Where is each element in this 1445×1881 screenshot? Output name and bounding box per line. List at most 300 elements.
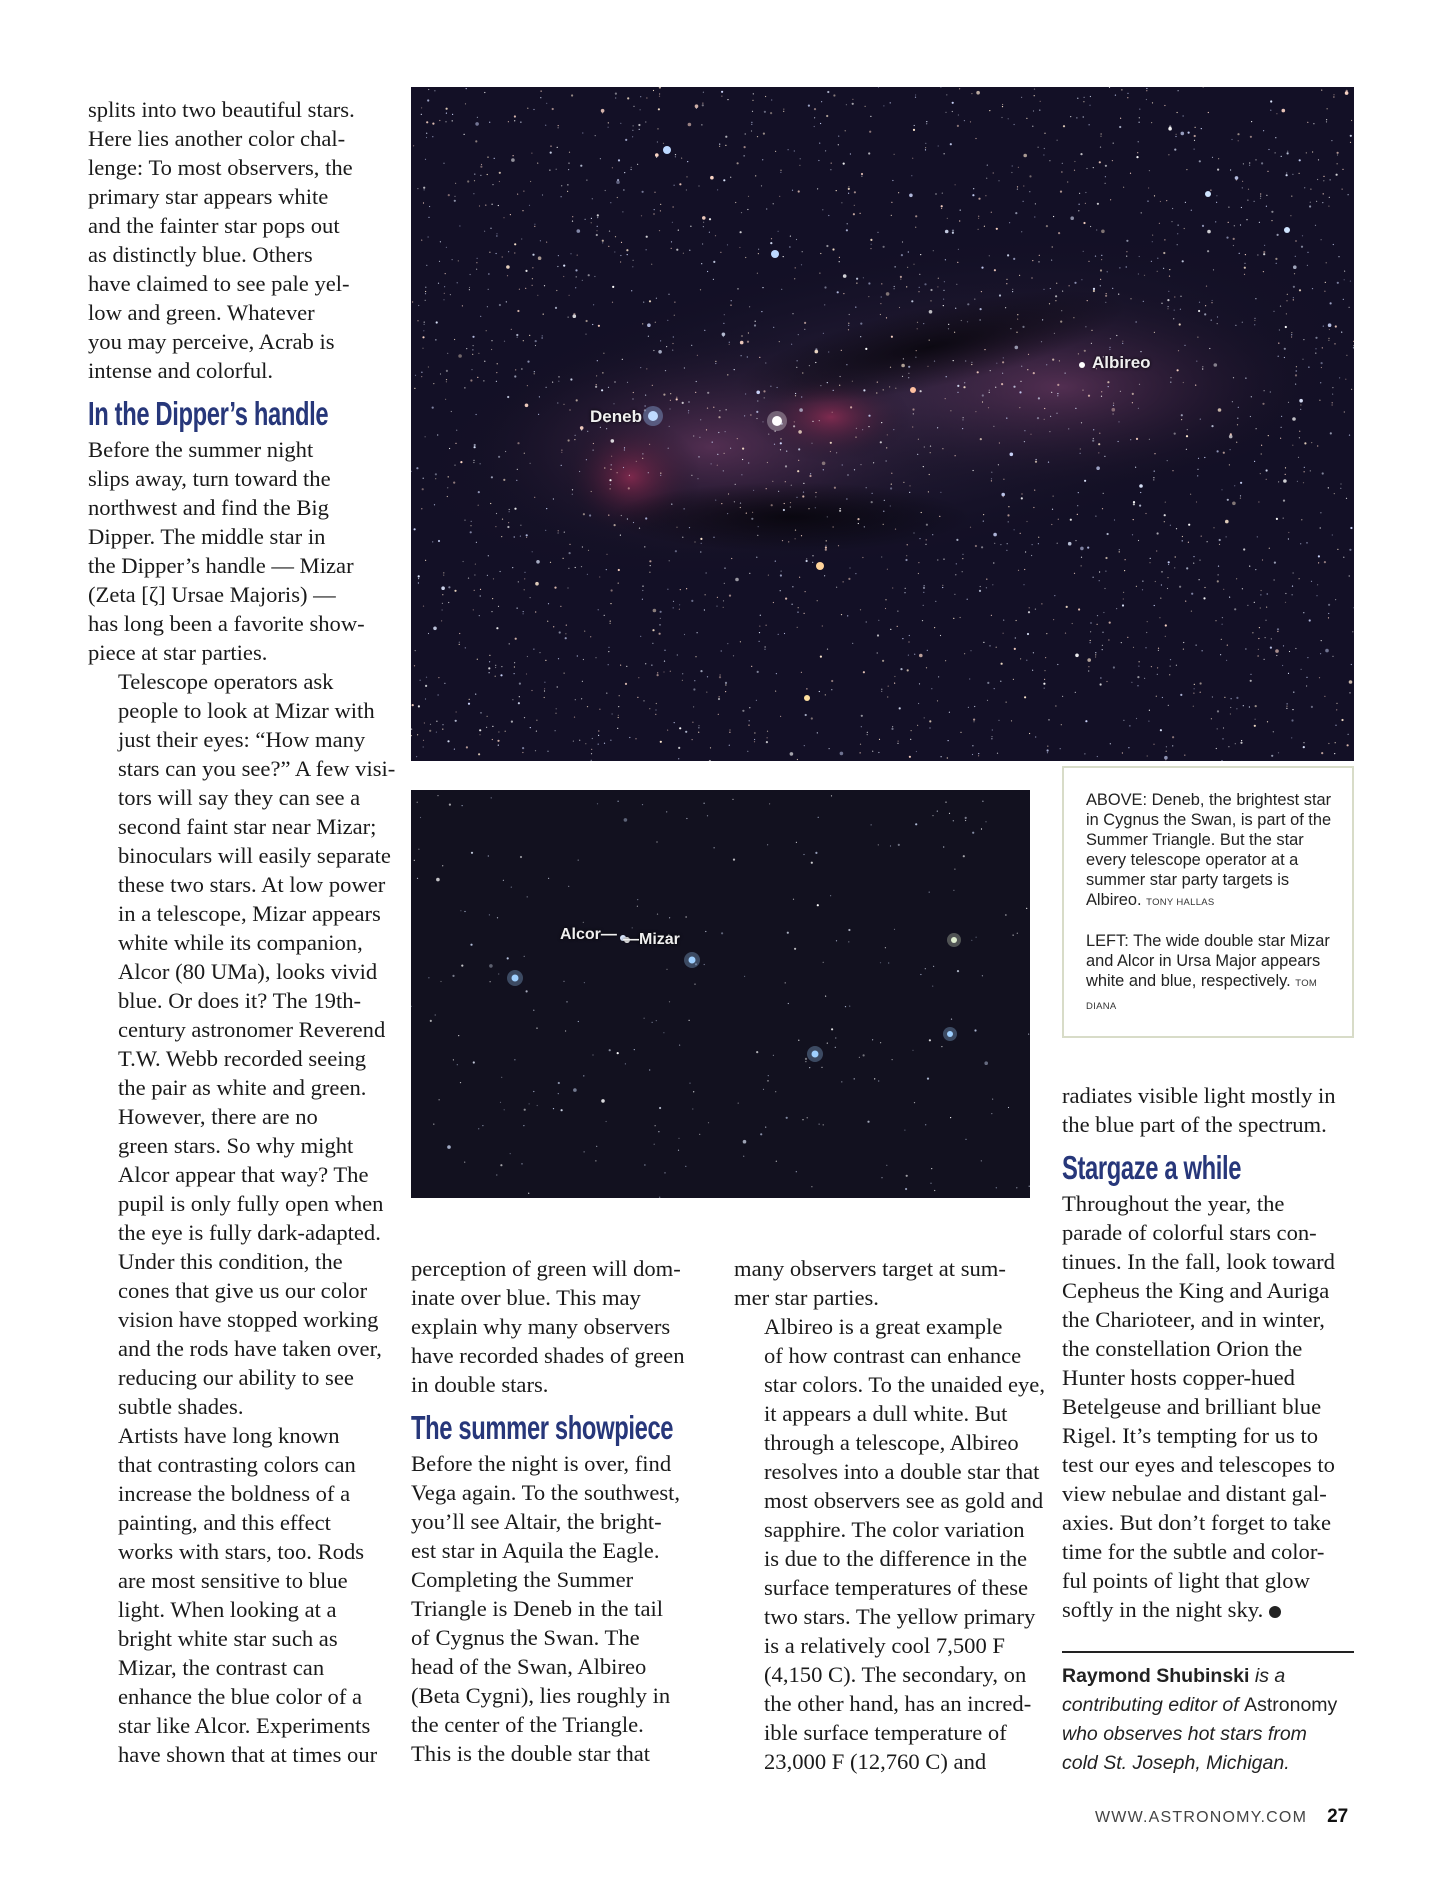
- star-dot: [848, 941, 849, 942]
- star-dot: [809, 1067, 810, 1068]
- star-dot: [1032, 544, 1033, 545]
- star-dot: [1296, 370, 1297, 371]
- star-dot: [850, 153, 851, 154]
- star-dot: [522, 752, 523, 753]
- star-dot: [1100, 285, 1101, 286]
- star-dot: [672, 343, 673, 344]
- star-dot: [781, 289, 782, 290]
- star-dot: [484, 361, 485, 362]
- text-line: green stars. So why might: [118, 1133, 354, 1158]
- star-dot: [612, 286, 614, 288]
- star-dot: [751, 518, 753, 520]
- star-dot: [971, 364, 972, 365]
- star-dot: [868, 415, 870, 417]
- star-dot: [628, 487, 630, 489]
- star-dot: [712, 442, 713, 443]
- star-dot: [1260, 594, 1261, 595]
- star-dot: [892, 587, 893, 588]
- star-dot: [908, 641, 909, 642]
- star-dot: [596, 1146, 597, 1147]
- star-dot: [660, 618, 661, 619]
- star-dot: [632, 927, 633, 928]
- star-dot: [1265, 620, 1266, 621]
- star-dot: [882, 660, 884, 662]
- star-dot: [984, 1061, 988, 1065]
- star-dot: [1194, 149, 1195, 150]
- star-dot: [825, 545, 826, 546]
- star-dot: [1035, 203, 1036, 204]
- star-dot: [799, 577, 800, 578]
- star-dot: [1293, 572, 1294, 573]
- star-dot: [788, 1003, 789, 1004]
- star-dot: [1301, 246, 1303, 248]
- star-dot: [1139, 384, 1140, 385]
- star-dot: [799, 165, 800, 166]
- star-dot: [1240, 482, 1242, 484]
- star-dot: [1237, 418, 1238, 419]
- star-dot: [679, 183, 681, 185]
- star-dot: [567, 184, 568, 185]
- star-dot: [644, 546, 645, 547]
- star-dot: [488, 855, 489, 856]
- star-dot: [1132, 402, 1133, 403]
- star-dot: [1295, 648, 1296, 649]
- star-dot: [1188, 524, 1190, 526]
- star-dot: [441, 586, 445, 590]
- star-dot: [681, 158, 682, 159]
- star-dot: [649, 1069, 650, 1070]
- star-dot: [467, 180, 469, 182]
- star-dot: [649, 572, 650, 573]
- star-dot: [1291, 719, 1293, 721]
- star-dot: [713, 407, 714, 408]
- star-dot: [989, 645, 990, 646]
- star-dot: [1255, 159, 1256, 160]
- star-dot: [908, 366, 910, 368]
- star-dot: [732, 799, 733, 800]
- star-dot: [660, 340, 661, 341]
- star-dot: [1158, 648, 1159, 649]
- star-dot: [1179, 586, 1181, 588]
- star-dot: [931, 1168, 932, 1169]
- star-dot: [694, 680, 695, 681]
- star-dot: [1328, 340, 1329, 341]
- star-dot: [571, 94, 573, 96]
- star-dot: [618, 706, 619, 707]
- paragraph: [88, 1102, 388, 1421]
- star-dot: [480, 595, 481, 596]
- star-dot: [1010, 328, 1011, 329]
- star-dot: [1017, 314, 1018, 315]
- star-dot: [646, 97, 647, 98]
- star-dot: [1005, 914, 1006, 915]
- star-dot: [1047, 752, 1048, 753]
- star-dot: [698, 725, 699, 726]
- star-dot: [586, 180, 587, 181]
- star-dot: [841, 350, 842, 351]
- star-dot: [429, 730, 431, 732]
- star-dot: [536, 560, 540, 564]
- star-dot: [678, 747, 680, 749]
- star-dot: [793, 899, 794, 900]
- star-dot: [748, 196, 749, 197]
- star-dot: [1110, 338, 1111, 339]
- star-dot: [932, 815, 933, 816]
- star-dot: [631, 169, 632, 170]
- star-dot: [565, 1030, 566, 1031]
- star-dot: [1278, 343, 1279, 344]
- star-dot: [591, 749, 592, 750]
- star-dot: [472, 354, 473, 355]
- star-dot: [645, 405, 646, 406]
- star-dot: [1087, 658, 1091, 662]
- star-dot: [606, 428, 607, 429]
- star-dot: [1350, 527, 1352, 529]
- star-dot: [1057, 395, 1058, 396]
- star-dot: [710, 747, 711, 748]
- star-dot: [663, 143, 664, 144]
- star-dot: [673, 607, 674, 608]
- star-dot: [1051, 392, 1052, 393]
- star-dot: [643, 700, 644, 701]
- star-dot: [957, 970, 959, 972]
- star-dot: [641, 215, 642, 216]
- star-dot: [508, 522, 509, 523]
- star-dot: [514, 666, 515, 667]
- star-dot: [972, 745, 973, 746]
- star-dot: [1126, 266, 1127, 267]
- star-dot: [445, 399, 446, 400]
- star-dot: [1287, 151, 1288, 152]
- star-dot: [943, 290, 944, 291]
- star-dot: [826, 540, 827, 541]
- star-dot: [649, 444, 650, 445]
- star-dot: [1266, 195, 1267, 196]
- text-line: many observers target at sum-: [734, 1256, 1006, 1281]
- star-dot: [1081, 279, 1082, 280]
- star-dot: [627, 382, 628, 383]
- star-dot: [814, 108, 816, 110]
- star-dot: [1101, 259, 1102, 260]
- star-dot: [1254, 725, 1256, 727]
- star-dot: [1328, 338, 1329, 339]
- star-dot: [1227, 645, 1228, 646]
- star-dot: [542, 335, 543, 336]
- text-line: and the rods have taken over,: [118, 1336, 382, 1361]
- star-dot: [953, 820, 954, 821]
- star-dot: [1217, 710, 1219, 712]
- star-dot: [737, 438, 738, 439]
- star-dot: [589, 514, 591, 516]
- star-dot: [475, 564, 476, 565]
- star-dot: [785, 465, 787, 467]
- star-dot: [559, 631, 561, 633]
- star-dot: [458, 1035, 459, 1036]
- star-dot: [1334, 343, 1335, 344]
- star-dot: [1183, 649, 1184, 650]
- star-dot: [1023, 185, 1024, 186]
- star-dot: [1259, 627, 1260, 628]
- star-dot: [479, 615, 480, 616]
- star-dot: [478, 753, 480, 755]
- star-dot: [982, 801, 983, 802]
- star-dot: [566, 625, 567, 626]
- star-dot: [587, 706, 588, 707]
- star-dot: [1029, 733, 1030, 734]
- star-dot: [447, 353, 448, 354]
- caption-left: LEFT: The wide double star Mizar and Alcor in Ursa Major appears white and blue, respectively. TOM DIANA: [1086, 932, 1330, 1012]
- star-dot: [433, 1124, 434, 1125]
- text-line: Mizar, the contrast can: [118, 1655, 325, 1680]
- text-line: binoculars will easily separate: [118, 843, 391, 868]
- star-dot: [1003, 479, 1004, 480]
- star-dot: [1169, 269, 1170, 270]
- star-dot: [588, 274, 590, 276]
- star-dot: [1085, 203, 1086, 204]
- star-dot: [723, 600, 724, 601]
- star-dot: [922, 620, 923, 621]
- star-dot: [1332, 387, 1333, 388]
- text-line: century astronomer Reverend: [118, 1017, 386, 1042]
- star-dot: [866, 621, 867, 622]
- star-dot: [465, 647, 466, 648]
- star-dot: [428, 236, 429, 237]
- column-2: [411, 1254, 711, 1768]
- text-line: Telescope operators ask: [118, 669, 334, 694]
- star-dot: [1136, 586, 1137, 587]
- paragraph: [734, 1254, 1044, 1312]
- star-dot: [1112, 288, 1113, 289]
- star-dot: [470, 525, 471, 526]
- star-dot: [1339, 377, 1340, 378]
- star-dot: [871, 824, 872, 825]
- star-dot: [1083, 222, 1085, 224]
- star-dot: [1076, 117, 1077, 118]
- star-dot: [909, 756, 911, 758]
- star-dot: [803, 492, 804, 493]
- star-dot: [1120, 118, 1121, 119]
- star-dot: [950, 143, 952, 145]
- star-dot: [1006, 550, 1007, 551]
- star-dot: [428, 366, 429, 367]
- star-dot: [945, 112, 946, 113]
- star-dot: [717, 189, 718, 190]
- star-dot: [436, 321, 438, 323]
- star-dot: [960, 617, 961, 618]
- star-dot: [861, 173, 863, 175]
- text-line: mer star parties.: [734, 1285, 879, 1310]
- star-dot: [1237, 424, 1238, 425]
- star-dot: [1310, 470, 1311, 471]
- star-dot: [1288, 402, 1289, 403]
- star-dot: [980, 308, 982, 310]
- star-dot: [838, 136, 839, 137]
- star-dot: [517, 469, 518, 470]
- column-4: [1062, 1081, 1372, 1624]
- star-dot: [591, 760, 592, 761]
- star-dot: [623, 467, 624, 468]
- star-dot: [945, 660, 946, 661]
- star-dot: [504, 341, 505, 342]
- star-dot: [733, 655, 734, 656]
- star-dot: [891, 728, 893, 730]
- star-dot: [902, 376, 903, 377]
- star-dot: [423, 330, 424, 331]
- star-dot: [880, 314, 881, 315]
- star-dot: [989, 255, 990, 256]
- star-dot: [1070, 519, 1072, 521]
- star-dot: [943, 299, 944, 300]
- star-dot: [795, 530, 796, 531]
- star-dot: [959, 88, 960, 89]
- star-dot: [958, 249, 959, 250]
- star-dot: [417, 878, 418, 879]
- star-dot: [1176, 665, 1177, 666]
- star-dot: [1243, 163, 1244, 164]
- star-dot: [765, 1127, 766, 1128]
- star-dot: [610, 603, 611, 604]
- star-dot: [774, 444, 775, 445]
- star-dot: [532, 254, 534, 256]
- star-dot: [591, 218, 592, 219]
- star-dot: [414, 665, 415, 666]
- star-dot: [516, 334, 518, 336]
- star-dot: [1179, 323, 1181, 325]
- star-dot: [586, 459, 587, 460]
- star-dot: [568, 439, 570, 441]
- star-dot: [473, 609, 474, 610]
- star-dot: [1295, 240, 1296, 241]
- star-dot: [1074, 282, 1076, 284]
- star-dot: [1299, 399, 1303, 403]
- star-dot: [1260, 607, 1261, 608]
- star-dot: [511, 887, 512, 888]
- text-line: reducing our ability to see: [118, 1365, 354, 1390]
- star-dot: [924, 446, 925, 447]
- star-dot: [717, 597, 718, 598]
- star-dot: [757, 136, 758, 137]
- star-dot: [1014, 648, 1016, 650]
- star-dot: [1276, 113, 1277, 114]
- star-dot: [1249, 706, 1250, 707]
- star-dot: [1196, 645, 1197, 646]
- star-dot: [532, 551, 533, 552]
- star-dot: [1092, 440, 1094, 442]
- star-dot: [527, 108, 528, 109]
- star-dot: [1015, 212, 1017, 214]
- star-dot: [455, 183, 456, 184]
- star-dot: [1021, 231, 1022, 232]
- star-dot: [996, 647, 997, 648]
- star-dot: [735, 202, 736, 203]
- star-dot: [655, 153, 659, 157]
- star-dot: [1054, 595, 1055, 596]
- star-dot: [1033, 110, 1034, 111]
- star-dot: [987, 165, 988, 166]
- star-dot: [1030, 434, 1031, 435]
- text-line: the center of the Triangle.: [411, 1712, 644, 1737]
- star-dot: [1350, 142, 1351, 143]
- star-dot: [418, 705, 420, 707]
- star-dot: [539, 396, 540, 397]
- star-dot: [940, 492, 941, 493]
- star-dot: [436, 732, 437, 733]
- star-dot: [824, 304, 825, 305]
- star-dot: [452, 259, 453, 260]
- star-dot: [532, 267, 533, 268]
- star-dot: [1153, 477, 1154, 478]
- star-dot: [1292, 594, 1293, 595]
- star-dot: [771, 99, 772, 100]
- star-dot: [981, 546, 983, 548]
- star-dot: [820, 385, 821, 386]
- star-dot: [595, 657, 596, 658]
- star-dot: [847, 474, 848, 475]
- heading-dipper-handle: In the Dipper’s handle: [88, 395, 329, 432]
- star-dot: [635, 738, 636, 739]
- star-dot: [958, 114, 959, 115]
- star-dot: [803, 483, 804, 484]
- star-dot: [1264, 245, 1265, 246]
- star-dot: [1254, 201, 1255, 202]
- star-dot: [930, 452, 931, 453]
- star-dot: [1277, 631, 1278, 632]
- star-dot: [953, 618, 954, 619]
- star-dot: [543, 314, 544, 315]
- star-dot: [1334, 753, 1335, 754]
- text-line: (Zeta [ζ] Ursae Majoris) —: [88, 582, 336, 607]
- star-dot: [415, 375, 416, 376]
- star-dot: [1023, 154, 1027, 158]
- star-dot: [691, 475, 692, 476]
- star-dot: [1315, 225, 1316, 226]
- star-dot: [667, 320, 668, 321]
- star-dot: [592, 324, 593, 325]
- star-dot: [754, 324, 756, 326]
- star-dot: [923, 323, 924, 324]
- star-dot: [580, 165, 582, 167]
- text-line: Before the summer night: [88, 437, 314, 462]
- star-dot: [1178, 350, 1179, 351]
- star-dot: [552, 382, 553, 383]
- star-dot: [590, 636, 591, 637]
- star-dot: [918, 573, 919, 574]
- star-dot: [490, 503, 491, 504]
- star-dot: [972, 832, 974, 834]
- star-dot: [721, 650, 722, 651]
- star-dot: [874, 1078, 875, 1079]
- star-dot: [1230, 707, 1231, 708]
- star-dot: [619, 695, 620, 696]
- star-dot: [460, 910, 461, 911]
- star-dot: [674, 185, 675, 186]
- star-dot: [1182, 536, 1183, 537]
- star-dot: [664, 650, 665, 651]
- star-dot: [1254, 461, 1255, 462]
- star-dot: [872, 751, 873, 752]
- star-dot: [1018, 570, 1019, 571]
- star-dot: [1143, 301, 1144, 302]
- star-dot: [1170, 659, 1171, 660]
- star-dot: [672, 222, 673, 223]
- star-dot: [1121, 642, 1122, 643]
- star-dot: [745, 393, 746, 394]
- star-dot: [1172, 208, 1173, 209]
- star-dot: [856, 428, 857, 429]
- star-dot: [1247, 605, 1248, 606]
- star-dot: [1229, 597, 1230, 598]
- star-dot: [781, 571, 782, 572]
